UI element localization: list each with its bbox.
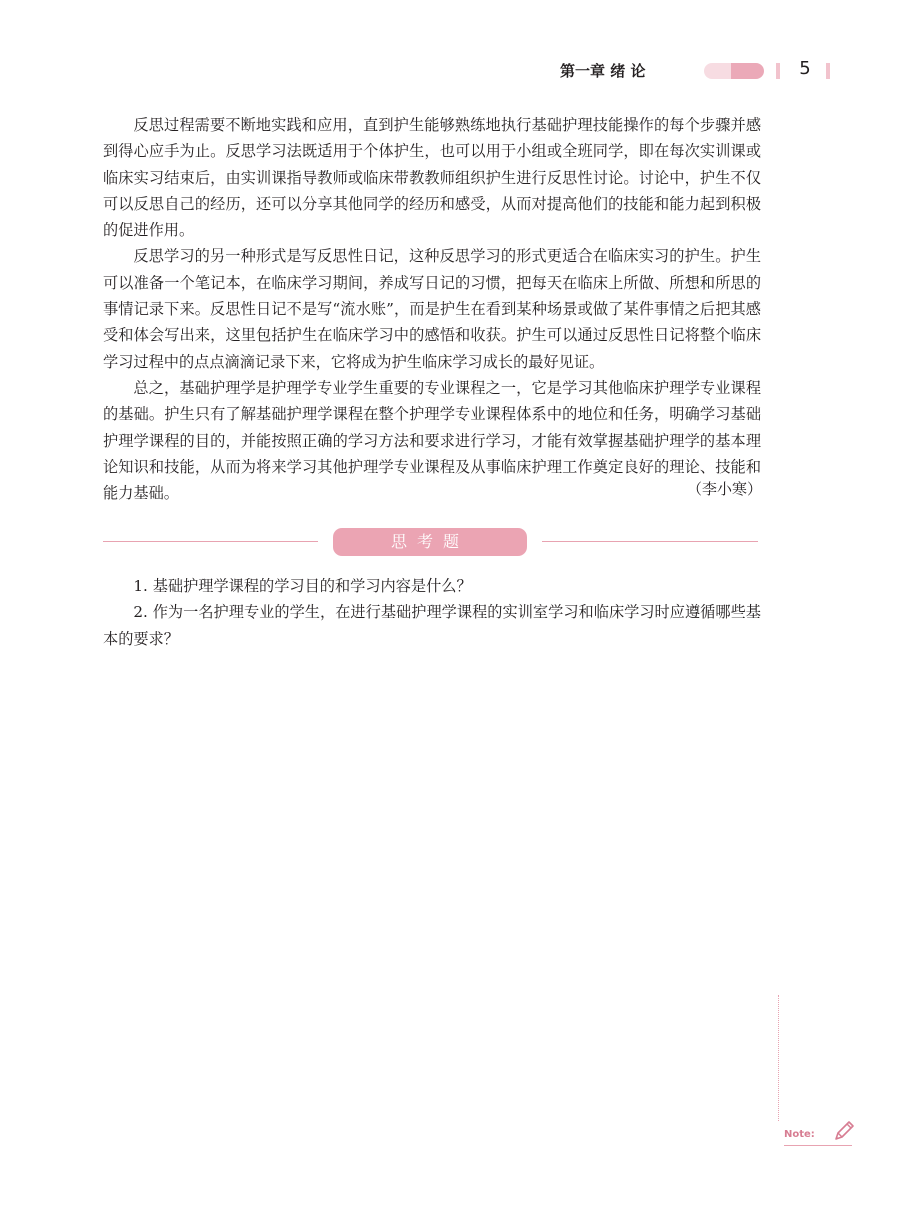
- question-list: [103, 573, 761, 652]
- header-divider-right: [826, 63, 830, 79]
- paragraph: 总之，基础护理学是护理学专业学生重要的专业课程之一，它是学习其他临床护理学专业课程的基础。护生只有了解基础护理学课程在整个护理学专业课程体系中的地位和任务，明确学习基础护理学课程的目的，并能按照正确的学习方法和要求进行学习，才能有效掌握基础护理学的基本理论知识和技能，从而为将来学习其他护理学专业课程及从事临床护理工作奠定良好的理论、技能和能力基础。: [103, 378, 761, 503]
- note-margin-line: [778, 995, 779, 1121]
- author-credit: （李小寒）: [686, 480, 762, 498]
- header-decoration-bar: [704, 63, 764, 79]
- question-item: 2. 作为一名护理专业的学生，在进行基础护理学课程的实训室学习和临床学习时应遵循哪些基本的要求？: [103, 603, 761, 648]
- note-underline: [784, 1145, 852, 1146]
- note-label: Note:: [784, 1129, 815, 1140]
- section-heading: 思考题: [333, 528, 527, 556]
- section-rule-right: [542, 541, 758, 542]
- paragraph: 反思学习的另一种形式是写反思性日记，这种反思学习的形式更适合在临床实习的护生。护生可以准备一个笔记本，在临床学习期间，养成写日记的习惯，把每天在临床上所做、所想和所思的事情记录下来。反思性日记不是写“流水账”，而是护生在看到某种场景或做了某件事情之后把其感受和体会写出来，这里包括护生在临床学习中的感悟和收获。护生可以通过反思性日记将整个临床学习过程中的点点滴滴记录下来，它将成为护生临床学习成长的最好见证。: [103, 247, 761, 371]
- header-divider-left: [776, 63, 780, 79]
- chapter-title: 第一章 绪 论: [560, 62, 646, 80]
- paragraph: 反思过程需要不断地实践和应用，直到护生能够熟练地执行基础护理技能操作的每个步骤并感到得心应手为止。反思学习法既适用于个体护生，也可以用于小组或全班同学，即在每次实训课或临床实习结束后，由实训课指导教师或临床带教教师组织护生进行反思性讨论。讨论中，护生不仅可以反思自己的经历，还可以分享其他同学的经历和感受，从而对提高他们的技能和能力起到积极的促进作用。: [103, 116, 761, 240]
- body-text: [103, 112, 761, 506]
- page-number: 5: [799, 58, 811, 79]
- question-item: 1. 基础护理学课程的学习目的和学习内容是什么？: [133, 577, 472, 595]
- section-rule-left: [103, 541, 318, 542]
- pencil-icon: [832, 1119, 856, 1143]
